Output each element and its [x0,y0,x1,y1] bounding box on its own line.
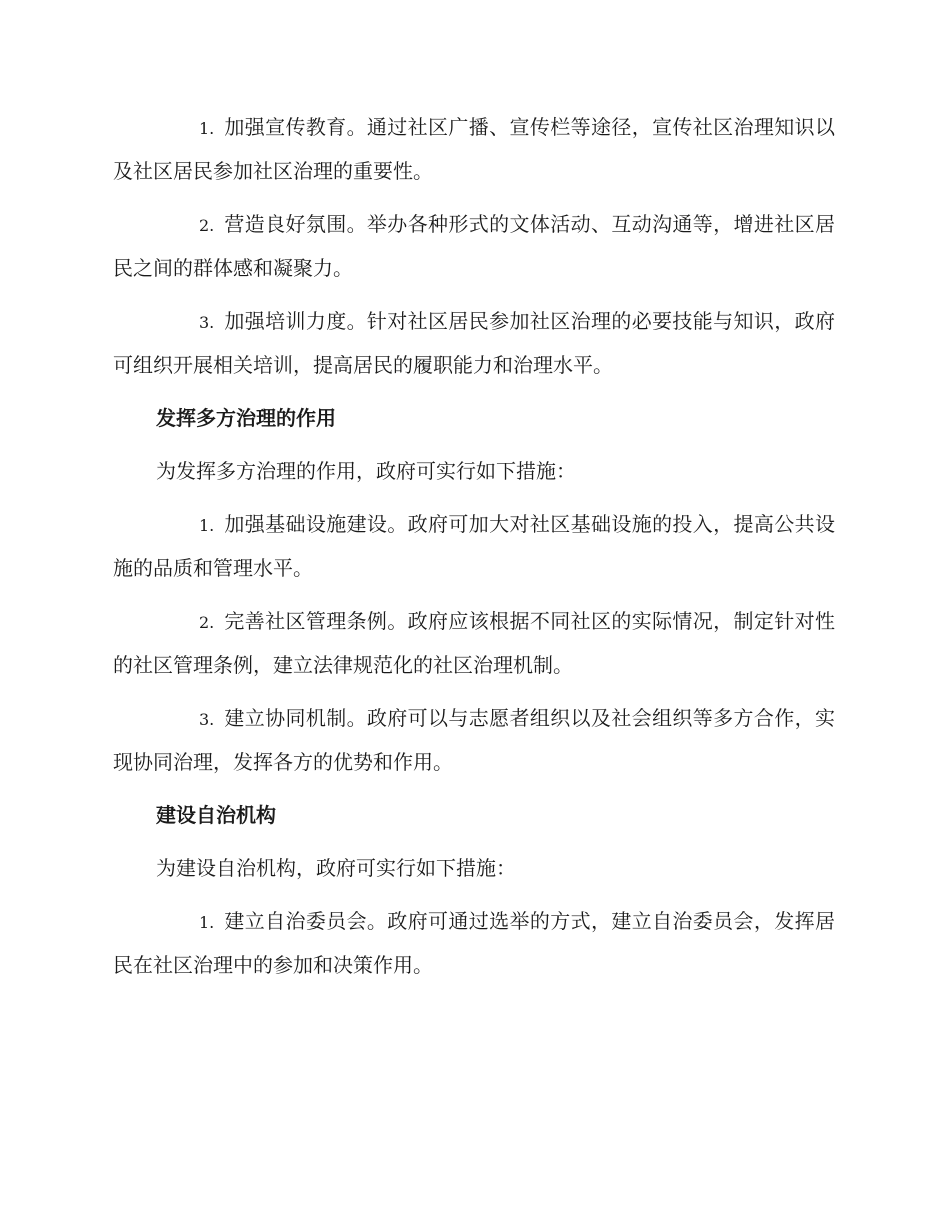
list-item [113,106,835,193]
section-heading: 发挥多方治理的作用 [156,406,336,430]
intro-paragraph: 为发挥多方治理的作用，政府可实行如下措施： [156,459,576,483]
list-number: 2. [199,216,215,235]
list-item [113,900,835,987]
list-item-text: 加强基础设施建设。政府可加大对社区基础设施的投入，提高公共设施的品质和管理水平。 [113,512,835,580]
list-number: 1. [199,119,215,138]
list-number: 2. [199,613,215,632]
list-item-text: 完善社区管理条例。政府应该根据不同社区的实际情况，制定针对性的社区管理条例，建立法律规范化的社区治理机制。 [113,609,835,677]
list-number: 3. [199,710,215,729]
list-item-text: 营造良好氛围。举办各种形式的文体活动、互动沟通等，增进社区居民之间的群体感和凝聚力。 [113,212,835,280]
list-item-text: 加强培训力度。针对社区居民参加社区治理的必要技能与知识，政府可组织开展相关培训，提高居民的履职能力和治理水平。 [113,309,835,377]
list-item-text: 加强宣传教育。通过社区广播、宣传栏等途径，宣传社区治理知识以及社区居民参加社区治理的重要性。 [113,115,835,183]
list-item-text: 建立协同机制。政府可以与志愿者组织以及社会组织等多方合作，实现协同治理，发挥各方的优势和作用。 [113,706,835,774]
document-page [113,106,835,997]
list-number: 1. [199,516,215,535]
list-number: 1. [199,913,215,932]
list-item [113,600,835,687]
intro-paragraph: 为建设自治机构，政府可实行如下措施： [156,856,516,880]
list-number: 3. [199,313,215,332]
list-item [113,503,835,590]
section-heading: 建设自治机构 [156,803,276,827]
list-item [113,300,835,387]
list-item-text: 建立自治委员会。政府可通过选举的方式，建立自治委员会，发挥居民在社区治理中的参加和决策作用。 [113,909,835,977]
list-item [113,697,835,784]
list-item [113,203,835,290]
